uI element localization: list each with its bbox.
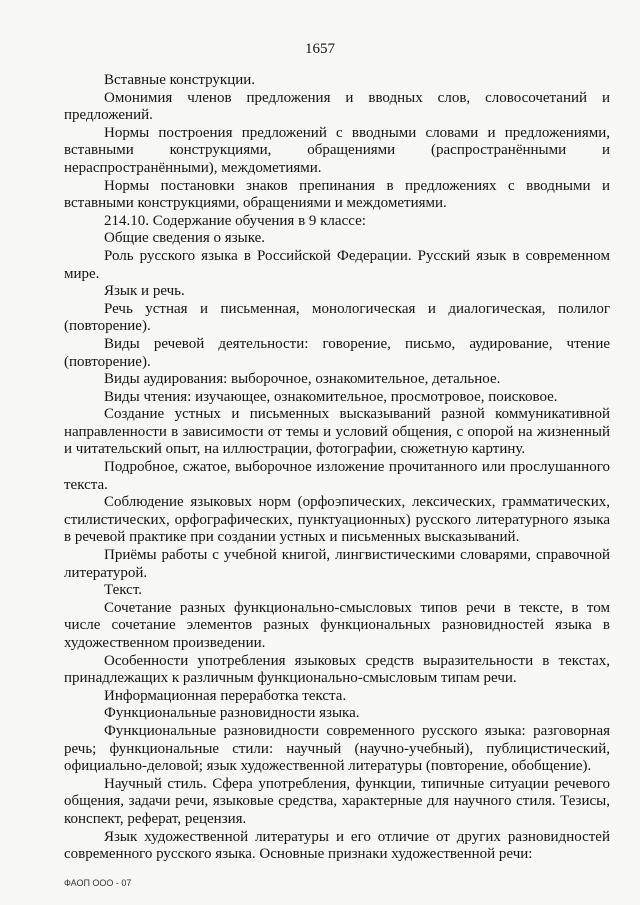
paragraph: Создание устных и письменных высказываний разной коммуникативной направленности в зависимости от темы и условий общения, с опорой на жизненный и читательский опыт, на иллюстрации, фотографии, сюжетную картину.	[64, 406, 610, 458]
page-number: 1657	[305, 41, 335, 57]
paragraph: Общие сведения о языке.	[104, 230, 266, 247]
paragraph: Нормы построения предложений с вводными словами и предложениями, вставными конструкциями, обращениями (распространёнными и нераспространёнными), междометиями.	[64, 124, 610, 176]
paragraph: Роль русского языка в Российской Федерации. Русский язык в современном мире.	[64, 247, 610, 282]
paragraph: Сочетание разных функционально-смысловых типов речи в тексте, в том числе сочетание элементов разных функциональных разновидностей языка в художественном произведении.	[64, 599, 610, 651]
paragraph: Виды речевой деятельности: говорение, письмо, аудирование, чтение (повторение).	[64, 335, 610, 370]
paragraph: Соблюдение языковых норм (орфоэпических, лексических, грамматических, стилистических, орфографических, пунктуационных) русского литературного языка в речевой практике при создании устных и письменных высказываний.	[64, 494, 610, 546]
body-text	[64, 72, 610, 864]
paragraph: Язык и речь.	[104, 283, 185, 300]
paragraph: Виды аудирования: выборочное, ознакомительное, детальное.	[104, 371, 501, 388]
paragraph: Язык художественной литературы и его отличие от других разновидностей современного русского языка. Основные признаки художественной речи:	[64, 828, 610, 863]
footer-code: ФАОП ООО - 07	[64, 878, 132, 888]
paragraph: Речь устная и письменная, монологическая и диалогическая, полилог (повторение).	[64, 300, 610, 335]
paragraph: Информационная переработка текста.	[104, 687, 347, 704]
paragraph: Омонимия членов предложения и вводных слов, словосочетаний и предложений.	[64, 89, 610, 124]
paragraph: Подробное, сжатое, выборочное изложение прочитанного или прослушанного текста.	[64, 459, 610, 493]
paragraph: Нормы постановки знаков препинания в предложениях с вводными и вставными конструкциями, обращениями и междометиями.	[64, 177, 610, 212]
paragraph: Научный стиль. Сфера употребления, функции, типичные ситуации речевого общения, задачи речи, языковые средства, характерные для научного стиля. Тезисы, конспект, реферат, рецензия.	[64, 775, 610, 827]
paragraph: 214.10. Содержание обучения в 9 классе:	[104, 212, 366, 229]
paragraph: Текст.	[104, 582, 142, 599]
paragraph: Функциональные разновидности современного русского языка: разговорная речь; функциональные стили: научный (научно-учебный), публицистический, официально-деловой; язык художественной литературы (повторение, обобщение).	[64, 722, 610, 775]
paragraph: Функциональные разновидности языка.	[104, 705, 360, 722]
paragraph: Приёмы работы с учебной книгой, лингвистическими словарями, справочной литературой.	[64, 547, 610, 581]
paragraph: Особенности употребления языковых средств выразительности в текстах, принадлежащих к различным функционально-смысловым типам речи.	[64, 652, 610, 687]
paragraph: Вставные конструкции.	[104, 72, 256, 88]
paragraph: Виды чтения: изучающее, ознакомительное, просмотровое, поисковое.	[104, 388, 558, 405]
